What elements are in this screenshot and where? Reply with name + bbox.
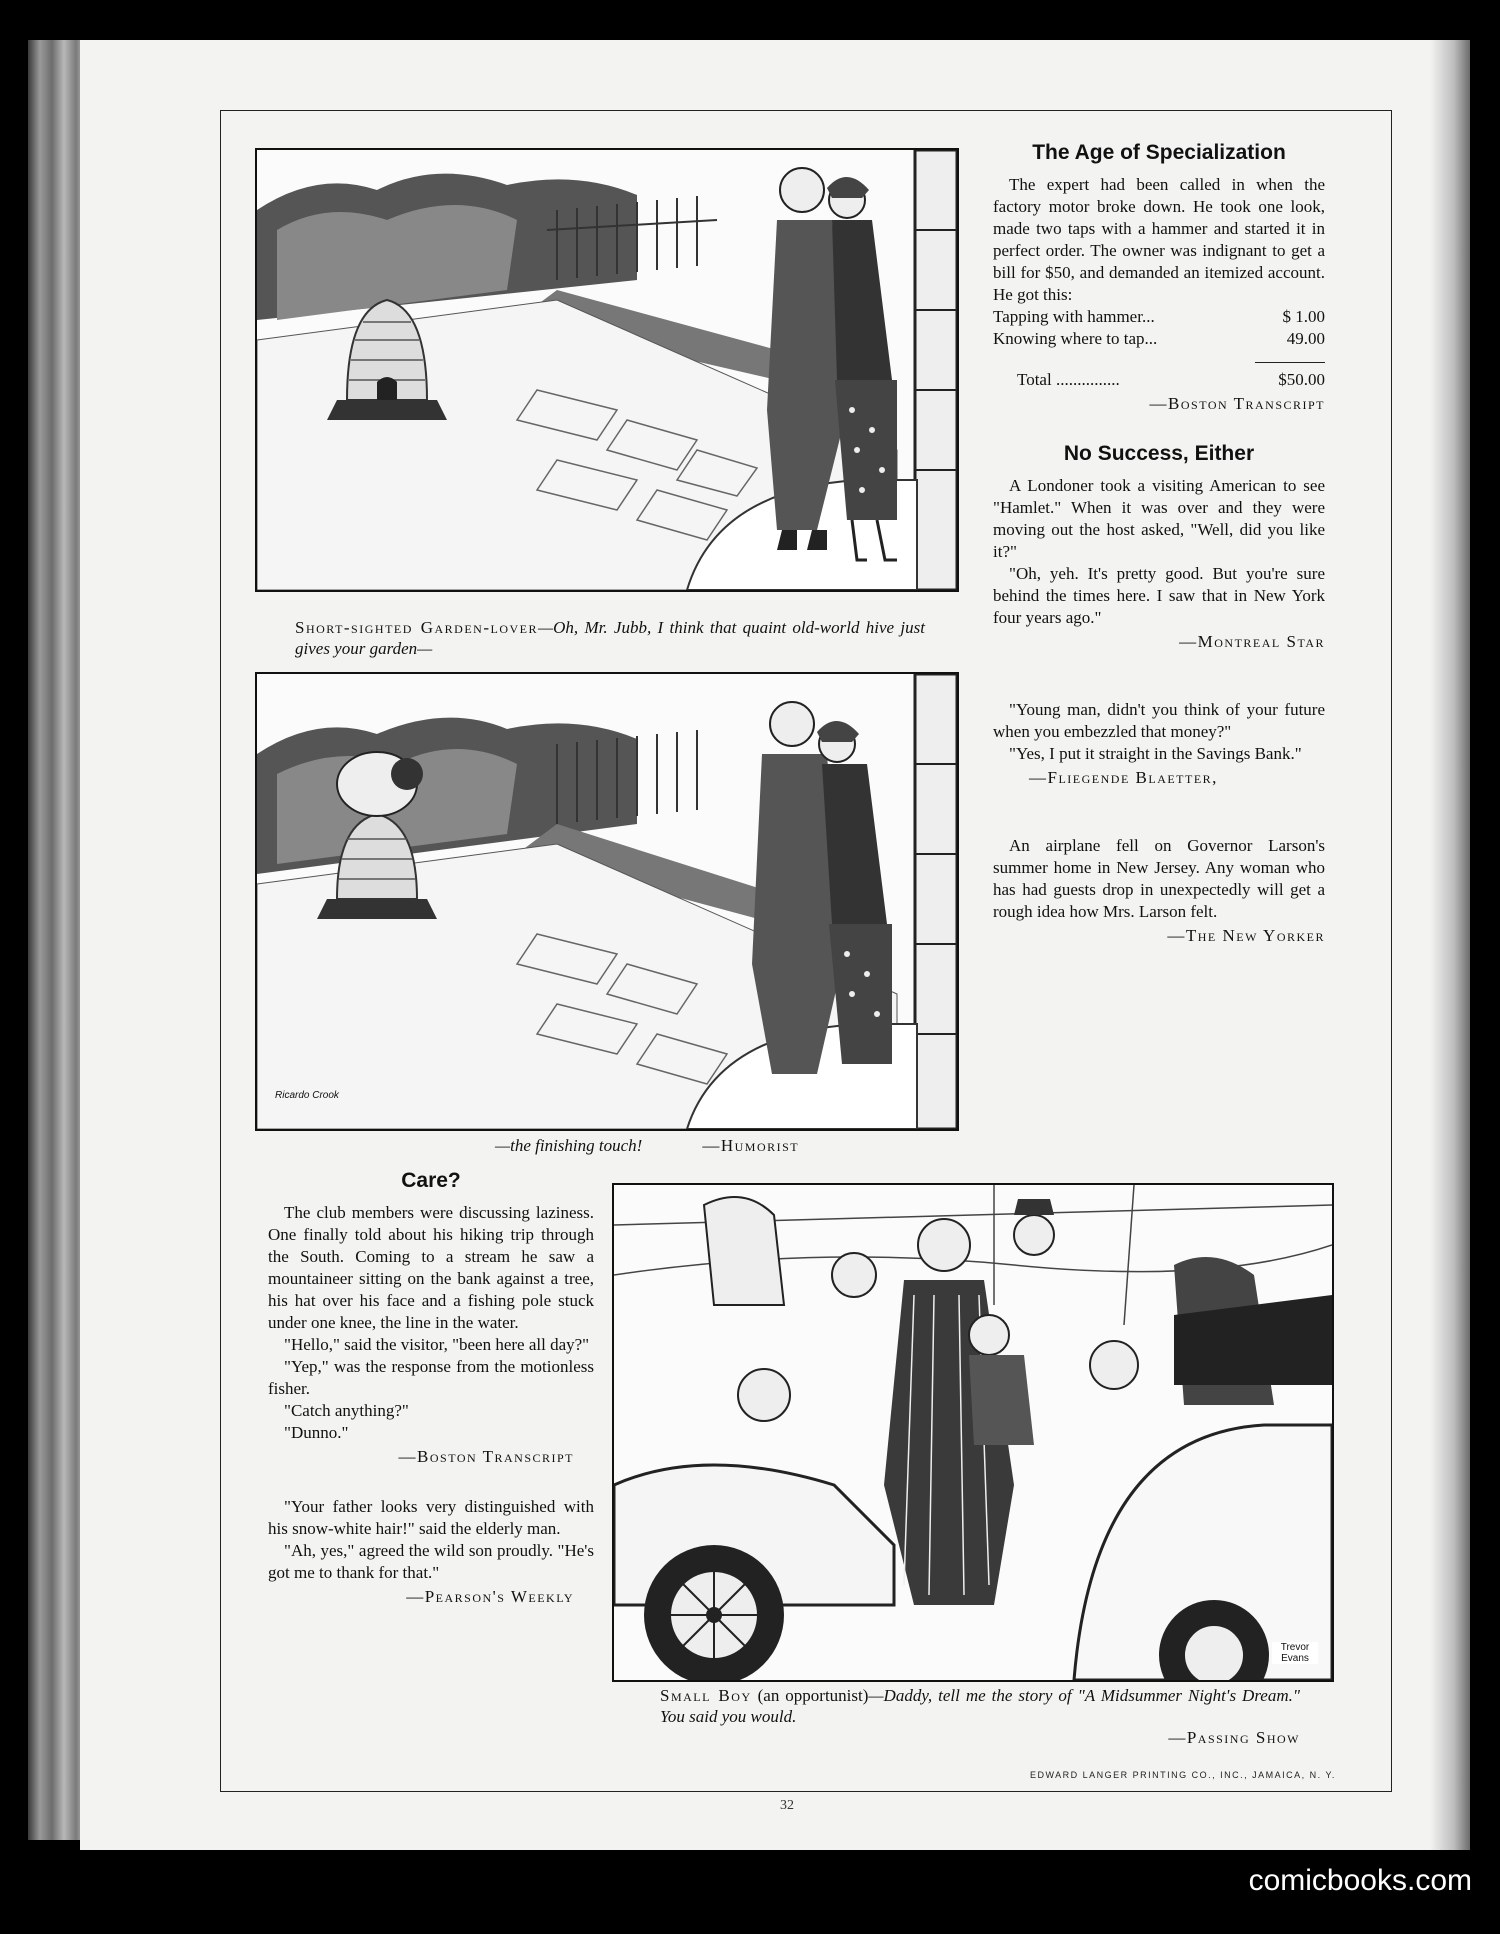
- article-title-no-success: No Success, Either: [1063, 442, 1255, 465]
- caption-aside: (an opportunist): [757, 1686, 869, 1705]
- book-page-edges: [28, 40, 88, 1840]
- article-source: —The New Yorker: [1167, 926, 1325, 945]
- article-body: "Oh, yeh. It's pretty good. But you're sure behind the times here. I saw that in New York four years ago.": [993, 564, 1325, 627]
- article-body: "Ah, yes," agreed the wild son proudly. "He's got me to thank for that.": [268, 1541, 594, 1582]
- garden-cartoon-panel-1: [255, 148, 959, 592]
- caption-dialogue: —Oh, Mr. Jubb, I think that quaint old-world hive just gives your garden—: [295, 618, 925, 658]
- crowd-and-automobile-illustration: [614, 1185, 1332, 1680]
- garden-beehive-illustration: [257, 150, 957, 590]
- caption-speaker: Small Boy: [660, 1686, 752, 1705]
- artist-signature-crook: Ricardo Crook: [275, 1090, 339, 1101]
- page-number: 32: [780, 1798, 794, 1813]
- cartoon-1-caption: [295, 617, 925, 659]
- article-body: "Dunno.": [284, 1423, 349, 1442]
- article-body: The expert had been called in when the factory motor broke down. He took one look, made two taps with a hammer and started it in perfect order. The owner was indignant to get a bill for $50, and demanded an itemized account. He got this:: [993, 175, 1325, 304]
- caption-source: —Humorist: [702, 1136, 800, 1155]
- caption-dialogue: —the finishing touch!: [495, 1136, 643, 1155]
- article-body: A Londoner took a visiting American to see "Hamlet." When it was over and they were moving out the host asked, "Well, did you like it?": [993, 476, 1325, 561]
- cartoon-2-caption: [495, 1135, 935, 1156]
- caption-speaker: Short-sighted Garden-lover: [295, 618, 538, 637]
- article-body: "Your father looks very distinguished with his snow-white hair!" said the elderly man.: [268, 1497, 594, 1538]
- total-rule: [1255, 362, 1325, 363]
- article-source: —Boston Transcript: [398, 1447, 574, 1466]
- article-title-age-of-specialization: The Age of Specialization: [1032, 141, 1286, 164]
- article-body: "Young man, didn't you think of your future when you embezzled that money?": [993, 700, 1325, 741]
- article-body: The club members were discussing laziness. One finally told about his hiking trip through the South. Coming to a stream he saw a mountaineer sitting on the bank against a tree, his hat over his face and a fishing pole stuck under one knee, the line in the water.: [268, 1203, 594, 1332]
- article-source: —Boston Transcript: [1149, 394, 1325, 413]
- article-body: "Hello," said the visitor, "been here all day?": [284, 1335, 590, 1354]
- page-gutter-shadow: [1430, 40, 1470, 1850]
- bill-item-tapping: Tapping with hammer... $ 1.00: [993, 307, 1325, 326]
- caption-dialogue: —Daddy, tell me the story of "A Midsummer Night's Dream." You said you would.: [660, 1686, 1301, 1726]
- article-body: "Catch anything?": [284, 1401, 409, 1420]
- garden-beehive-bending-man-illustration: [257, 674, 957, 1129]
- caption-source: —Passing Show: [1168, 1728, 1300, 1747]
- article-body: An airplane fell on Governor Larson's summer home in New Jersey. Any woman who has had guests drop in unexpectedly will get a rough idea how Mrs. Larson felt.: [993, 836, 1325, 921]
- article-source: —Fliegende Blaetter,: [1029, 768, 1218, 787]
- cartoon-3-caption: [660, 1685, 1300, 1748]
- article-body: "Yes, I put it straight in the Savings Bank.": [1009, 744, 1302, 763]
- artist-signature-evans: Trevor Evans: [1272, 1642, 1318, 1664]
- crowd-car-cartoon-panel: [612, 1183, 1334, 1682]
- bill-item-knowing: Knowing where to tap... 49.00: [993, 329, 1325, 348]
- bill-total: Total ............... $50.00: [1017, 370, 1325, 389]
- site-watermark: comicbooks.com: [1248, 1864, 1472, 1897]
- right-column-articles: [993, 142, 1325, 947]
- article-body: "Yep," was the response from the motionless fisher.: [268, 1357, 594, 1398]
- article-source: —Montreal Star: [1179, 632, 1325, 651]
- printer-credit: EDWARD LANGER PRINTING CO., INC., JAMAICA, N. Y.: [1030, 1770, 1336, 1780]
- left-column-articles: [268, 1170, 594, 1608]
- article-source: —Pearson's Weekly: [406, 1587, 574, 1606]
- garden-cartoon-panel-2: [255, 672, 959, 1131]
- article-title-care: Care?: [401, 1169, 461, 1192]
